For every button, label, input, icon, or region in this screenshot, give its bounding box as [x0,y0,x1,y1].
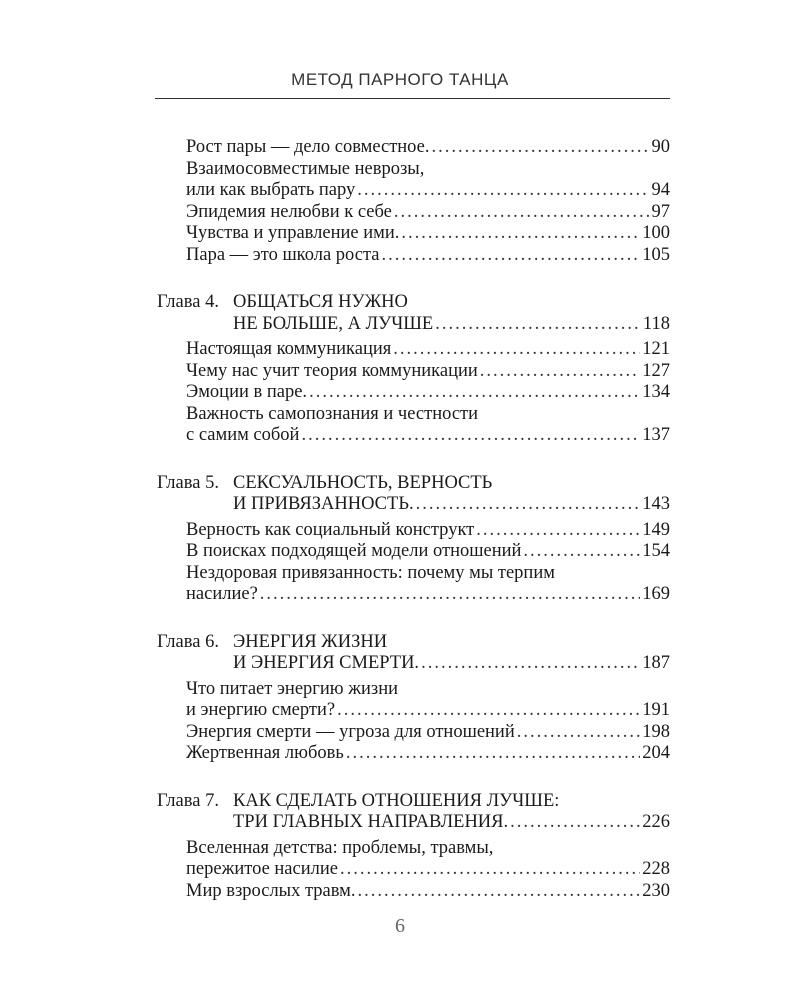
toc-page-number: 121 [642,339,670,359]
toc-page-number: 187 [642,653,670,673]
dot-leader [401,223,640,245]
toc-entry-title: пережитое насилие [186,859,338,879]
toc-entry-line [186,180,670,202]
toc-section-entry [186,679,670,722]
toc-entry-line [186,361,670,383]
toc-entry-line [157,473,670,495]
toc-section-entry [186,541,670,563]
toc-section-entry [186,563,670,606]
toc-chapter-entry [157,791,670,834]
dot-leader [517,722,641,744]
page-number: 6 [395,915,405,937]
toc-page-number: 94 [651,180,670,200]
toc-entry-title: Жертвенная любовь [186,743,344,763]
chapter-label: Глава 4. [157,292,219,312]
toc-page-number: 154 [642,541,670,561]
toc-entry-title: Пара — это школа роста [186,244,380,265]
chapter-label: Глава 5. [157,472,219,493]
toc-entry-line [157,791,670,813]
toc-page-number: 226 [642,812,670,832]
toc-entry-line [157,653,670,675]
toc-page-number: 97 [651,201,670,222]
toc-page-number: 100 [642,223,670,243]
toc-entry-title: Мир взрослых травм. [186,880,356,901]
toc-entry-line [186,404,670,426]
header-rule [155,98,670,99]
dot-leader [337,700,640,722]
toc-entry-line [186,743,670,765]
toc-page-number: 137 [642,425,670,445]
toc-chapter-entry [157,632,670,675]
toc-entry-line [186,700,670,722]
toc-entry-line [157,632,670,654]
toc-page-number: 118 [642,313,670,334]
toc-entry-line [186,881,670,903]
toc-entry-title: ЭНЕРГИЯ ЖИЗНИ [233,631,388,652]
toc-section-entry [186,159,670,202]
toc-page-number: 204 [642,743,670,763]
toc-entry-title: и энергию смерти? [186,700,336,720]
dot-leader [480,361,640,383]
toc-page-number: 230 [642,880,670,901]
toc-entry-title: Эмоции в паре. [186,382,308,402]
dot-leader [510,812,640,834]
toc-page-number: 191 [642,700,670,720]
toc-entry-line [186,202,670,224]
dot-leader [421,653,640,675]
toc-section-entry [186,881,670,903]
dot-leader [357,180,649,202]
toc-section-entry [186,223,670,245]
toc-section-entry [186,404,670,447]
toc-entry-line [157,292,670,314]
toc-entry-line [186,339,670,361]
toc-section-entry [186,339,670,361]
toc-section-entry [186,743,670,765]
toc-section-entry [186,722,670,744]
toc-entry-title: Чувства и управление ими. [186,223,400,243]
toc-page-number: 149 [642,519,670,540]
toc-section-entry [186,137,670,159]
toc-entry-title: насилие? [186,584,258,604]
toc-entry-line [186,245,670,267]
toc-entry-title: И ПРИВЯЗАННОСТЬ. [233,494,414,514]
toc-entry-title: СЕКСУАЛЬНОСТЬ, ВЕРНОСТЬ [233,472,493,493]
toc-chapter-entry [157,473,670,516]
toc-page-number: 134 [642,382,670,402]
toc-section-entry [186,838,670,881]
toc-section-entry [186,245,670,267]
chapter-label: Глава 6. [157,631,219,652]
dot-leader [416,494,641,516]
toc-page-number: 198 [642,721,670,742]
toc-page-number: 169 [642,584,670,604]
toc-entry-title: Энергия смерти — угроза для отношений [186,721,515,742]
dot-leader [260,584,640,606]
toc-section-entry [186,202,670,224]
dot-leader [523,541,640,563]
toc-entry-line [186,425,670,447]
toc-entry-line [157,314,670,336]
toc-entry-line [157,494,670,516]
toc-entry-title: или как выбрать пару [186,180,356,200]
dot-leader [476,520,640,542]
toc-entry-line [186,223,670,245]
dot-leader [358,881,641,903]
toc-entry-line [186,584,670,606]
table-of-contents [157,137,670,902]
toc-entry-title: Важность самопознания и честности [186,403,479,424]
toc-entry-line [186,722,670,744]
toc-entry-line [157,812,670,834]
toc-entry-title: ОБЩАТЬСЯ НУЖНО [233,292,408,312]
dot-leader [435,314,641,336]
toc-entry-title: Эпидемия нелюбви к себе [186,201,392,222]
toc-entry-line [186,159,670,181]
toc-entry-title: с самим собой [186,425,300,445]
toc-entry-title: И ЭНЕРГИЯ СМЕРТИ. [233,653,420,673]
dot-leader [301,425,640,447]
running-head: МЕТОД ПАРНОГО ТАНЦА [291,70,509,89]
toc-entry-title: Чему нас учит теория коммуникации [186,360,478,381]
toc-page-number: 105 [642,244,670,265]
toc-entry-title: Настоящая коммуникация [186,339,392,359]
dot-leader [394,202,650,224]
dot-leader [382,245,641,267]
dot-leader [340,859,640,881]
toc-entry-title: Верность как социальный конструкт [186,519,475,540]
toc-section-entry [186,361,670,383]
toc-entry-line [186,838,670,860]
toc-entry-line [186,859,670,881]
toc-entry-line [186,679,670,701]
toc-entry-title: НЕ БОЛЬШЕ, А ЛУЧШЕ [233,313,434,334]
toc-entry-title: КАК СДЕЛАТЬ ОТНОШЕНИЯ ЛУЧШЕ: [233,790,560,811]
toc-entry-title: Рост пары — дело совместное. [186,137,430,157]
toc-entry-title: В поисках подходящей модели отношений [186,541,522,561]
toc-section-entry [186,382,670,404]
toc-page-number: 143 [642,494,670,514]
toc-entry-line [186,541,670,563]
toc-entry-line [186,520,670,542]
toc-entry-title: Взаимосовместимые неврозы, [186,158,425,179]
dot-leader [346,743,640,765]
dot-leader [393,339,640,361]
toc-entry-line [186,137,670,159]
toc-section-entry [186,520,670,542]
toc-page-number: 228 [642,859,670,879]
dot-leader [309,382,640,404]
chapter-label: Глава 7. [157,790,219,811]
toc-entry-line [186,382,670,404]
dot-leader [432,137,650,159]
toc-chapter-entry [157,292,670,335]
toc-page-number: 127 [642,360,670,381]
toc-entry-title: Вселенная детства: проблемы, травмы, [186,837,494,858]
toc-page-number: 90 [651,137,670,157]
toc-entry-title: ТРИ ГЛАВНЫХ НАПРАВЛЕНИЯ. [233,812,509,832]
toc-entry-title: Нездоровая привязанность: почему мы терпим [186,562,555,583]
toc-entry-line [186,563,670,585]
toc-entry-title: Что питает энергию жизни [186,678,399,699]
